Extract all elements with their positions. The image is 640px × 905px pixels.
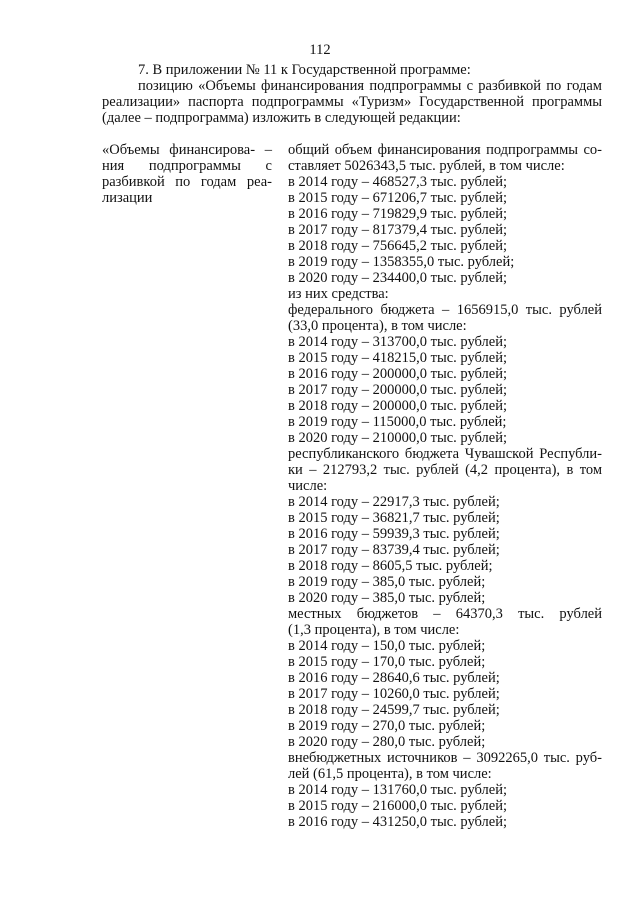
financing-line: числе:	[288, 478, 328, 494]
financing-line: в 2017 году – 200000,0 тыс. рублей;	[288, 382, 508, 398]
financing-line: в 2014 году – 150,0 тыс. рублей;	[288, 638, 486, 654]
financing-line: в 2015 году – 36821,7 тыс. рублей;	[288, 510, 500, 526]
financing-line: федерального бюджета – 1656915,0 тыс. рублей	[288, 302, 602, 318]
financing-line: в 2015 году – 170,0 тыс. рублей;	[288, 654, 486, 670]
financing-line: в 2016 году – 59939,3 тыс. рублей;	[288, 526, 500, 542]
financing-line: в 2019 году – 385,0 тыс. рублей;	[288, 574, 486, 590]
financing-line: в 2018 году – 756645,2 тыс. рублей;	[288, 238, 508, 254]
financing-line: в 2015 году – 671206,7 тыс. рублей;	[288, 190, 508, 206]
financing-line: в 2020 году – 280,0 тыс. рублей;	[288, 734, 486, 750]
label-line: «Объемы финансирова- –	[102, 142, 272, 158]
financing-line: в 2019 году – 115000,0 тыс. рублей;	[288, 414, 507, 430]
intro-line: (далее – подпрограмма) изложить в следующей редакции:	[102, 110, 461, 126]
financing-line: в 2014 году – 313700,0 тыс. рублей;	[288, 334, 508, 350]
financing-line: в 2016 году – 200000,0 тыс. рублей;	[288, 366, 508, 382]
financing-line: в 2017 году – 10260,0 тыс. рублей;	[288, 686, 500, 702]
intro-line: позицию «Объемы финансирования подпрограммы с разбивкой по годам	[138, 78, 602, 94]
financing-line: в 2016 году – 719829,9 тыс. рублей;	[288, 206, 508, 222]
financing-line: в 2020 году – 210000,0 тыс. рублей;	[288, 430, 508, 446]
financing-line: в 2014 году – 468527,3 тыс. рублей;	[288, 174, 508, 190]
financing-line: в 2020 году – 385,0 тыс. рублей;	[288, 590, 486, 606]
intro-line: 7. В приложении № 11 к Государственной программе:	[138, 62, 471, 78]
financing-line: (33,0 процента), в том числе:	[288, 318, 467, 334]
financing-line: ки – 212793,2 тыс. рублей (4,2 процента), в том	[288, 462, 602, 478]
label-line: разбивкой по годам реа-	[102, 174, 272, 190]
page-number: 112	[309, 42, 331, 58]
financing-line: в 2017 году – 83739,4 тыс. рублей;	[288, 542, 500, 558]
financing-line: в 2016 году – 431250,0 тыс. рублей;	[288, 814, 508, 830]
financing-line: в 2020 году – 234400,0 тыс. рублей;	[288, 270, 508, 286]
financing-line: в 2017 году – 817379,4 тыс. рублей;	[288, 222, 508, 238]
financing-line: в 2019 году – 1358355,0 тыс. рублей;	[288, 254, 515, 270]
financing-line: в 2018 году – 8605,5 тыс. рублей;	[288, 558, 493, 574]
intro-line: реализации» паспорта подпрограммы «Туризм» Государственной программы	[102, 94, 602, 110]
financing-line: в 2014 году – 131760,0 тыс. рублей;	[288, 782, 508, 798]
financing-line: из них средства:	[288, 286, 389, 302]
financing-line: в 2015 году – 418215,0 тыс. рублей;	[288, 350, 508, 366]
financing-line: общий объем финансирования подпрограммы со-	[288, 142, 602, 158]
financing-line: в 2014 году – 22917,3 тыс. рублей;	[288, 494, 500, 510]
financing-line: республиканского бюджета Чувашской Республи-	[288, 446, 602, 462]
financing-line: местных бюджетов – 64370,3 тыс. рублей	[288, 606, 602, 622]
financing-line: (1,3 процента), в том числе:	[288, 622, 460, 638]
financing-line: в 2015 году – 216000,0 тыс. рублей;	[288, 798, 508, 814]
financing-line: в 2016 году – 28640,6 тыс. рублей;	[288, 670, 500, 686]
financing-line: ставляет 5026343,5 тыс. рублей, в том числе:	[288, 158, 565, 174]
label-line: лизации	[102, 190, 153, 206]
label-line: ния подпрограммы с	[102, 158, 272, 174]
financing-line: в 2018 году – 200000,0 тыс. рублей;	[288, 398, 508, 414]
financing-line: внебюджетных источников – 3092265,0 тыс. руб-	[288, 750, 602, 766]
financing-line: в 2018 году – 24599,7 тыс. рублей;	[288, 702, 500, 718]
financing-line: лей (61,5 процента), в том числе:	[288, 766, 492, 782]
financing-line: в 2019 году – 270,0 тыс. рублей;	[288, 718, 486, 734]
